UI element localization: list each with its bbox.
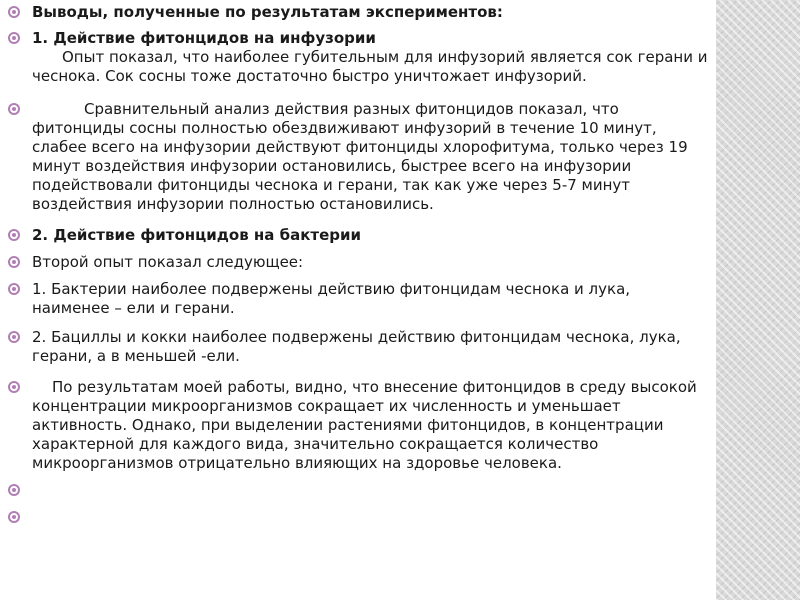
bullet-icon: [8, 511, 20, 523]
section1-text-content: Опыт показал, что наиболее губительным для инфузорий является сок герани и чеснока. Сок сосны тоже достаточно быстро уничтожает инфузорий.: [32, 48, 708, 85]
slide-heading: Выводы, полученные по результатам экспериментов:: [32, 3, 503, 21]
list-item-heading: [8, 3, 708, 22]
section1-title: 1. Действие фитонцидов на инфузории: [32, 29, 376, 47]
comparison-text: [32, 100, 708, 214]
slide-content: [8, 3, 708, 527]
bullet-icon: [8, 331, 20, 343]
bullet-icon: [8, 32, 20, 44]
list-item-comparison: [8, 100, 708, 214]
list-item-section1: [8, 29, 708, 86]
comparison-text-content: Сравнительный анализ действия разных фитонцидов показал, что фитонциды сосны полностью обездвиживают инфузорий в течение 10 минут, слабее всего на инфузории действуют фитонциды хлорофитума, только через 19 минут воздействия инфузории остановились, быстрее всего на инфузории подействовали фитонциды чеснока и герани, так как уже через 5-7 минут воздействия инфузории полностью остановились.: [32, 100, 688, 213]
decorative-side-stripe: [716, 0, 800, 600]
list-item-section2: [8, 226, 708, 245]
list-item-second-experiment: [8, 253, 708, 272]
bullet-icon: [8, 256, 20, 268]
bullet-icon: [8, 103, 20, 115]
list-item-empty: [8, 481, 708, 500]
list-item-conclusion: [8, 378, 708, 473]
second-experiment-text: Второй опыт показал следующее:: [32, 253, 304, 271]
list-item-empty: [8, 508, 708, 527]
bullet-icon: [8, 381, 20, 393]
bullet-icon: [8, 6, 20, 18]
section1-text: [32, 48, 708, 86]
bullet-icon: [8, 484, 20, 496]
bullet-icon: [8, 283, 20, 295]
list-item-result2: [8, 328, 708, 366]
conclusion-text-content: По результатам моей работы, видно, что внесение фитонцидов в среду высокой концентрации микроорганизмов сокращает их численность и уменьшает активность. Однако, при выделении растениями фитонцидов, в концентрации характерной для каждого вида, значительно сокращается количество микроорганизмов отрицательно влияющих на здоровье человека.: [32, 378, 697, 472]
section2-title: 2. Действие фитонцидов на бактерии: [32, 226, 362, 244]
result1-text: 1. Бактерии наиболее подвержены действию фитонцидам чеснока и лука, наименее – ели и герани.: [32, 280, 631, 317]
list-item-result1: [8, 280, 708, 318]
result2-text: 2. Бациллы и кокки наиболее подвержены действию фитонцидам чеснока, лука, герани, а в меньшей -ели.: [32, 328, 681, 365]
conclusion-text: [32, 378, 708, 473]
bullet-icon: [8, 229, 20, 241]
